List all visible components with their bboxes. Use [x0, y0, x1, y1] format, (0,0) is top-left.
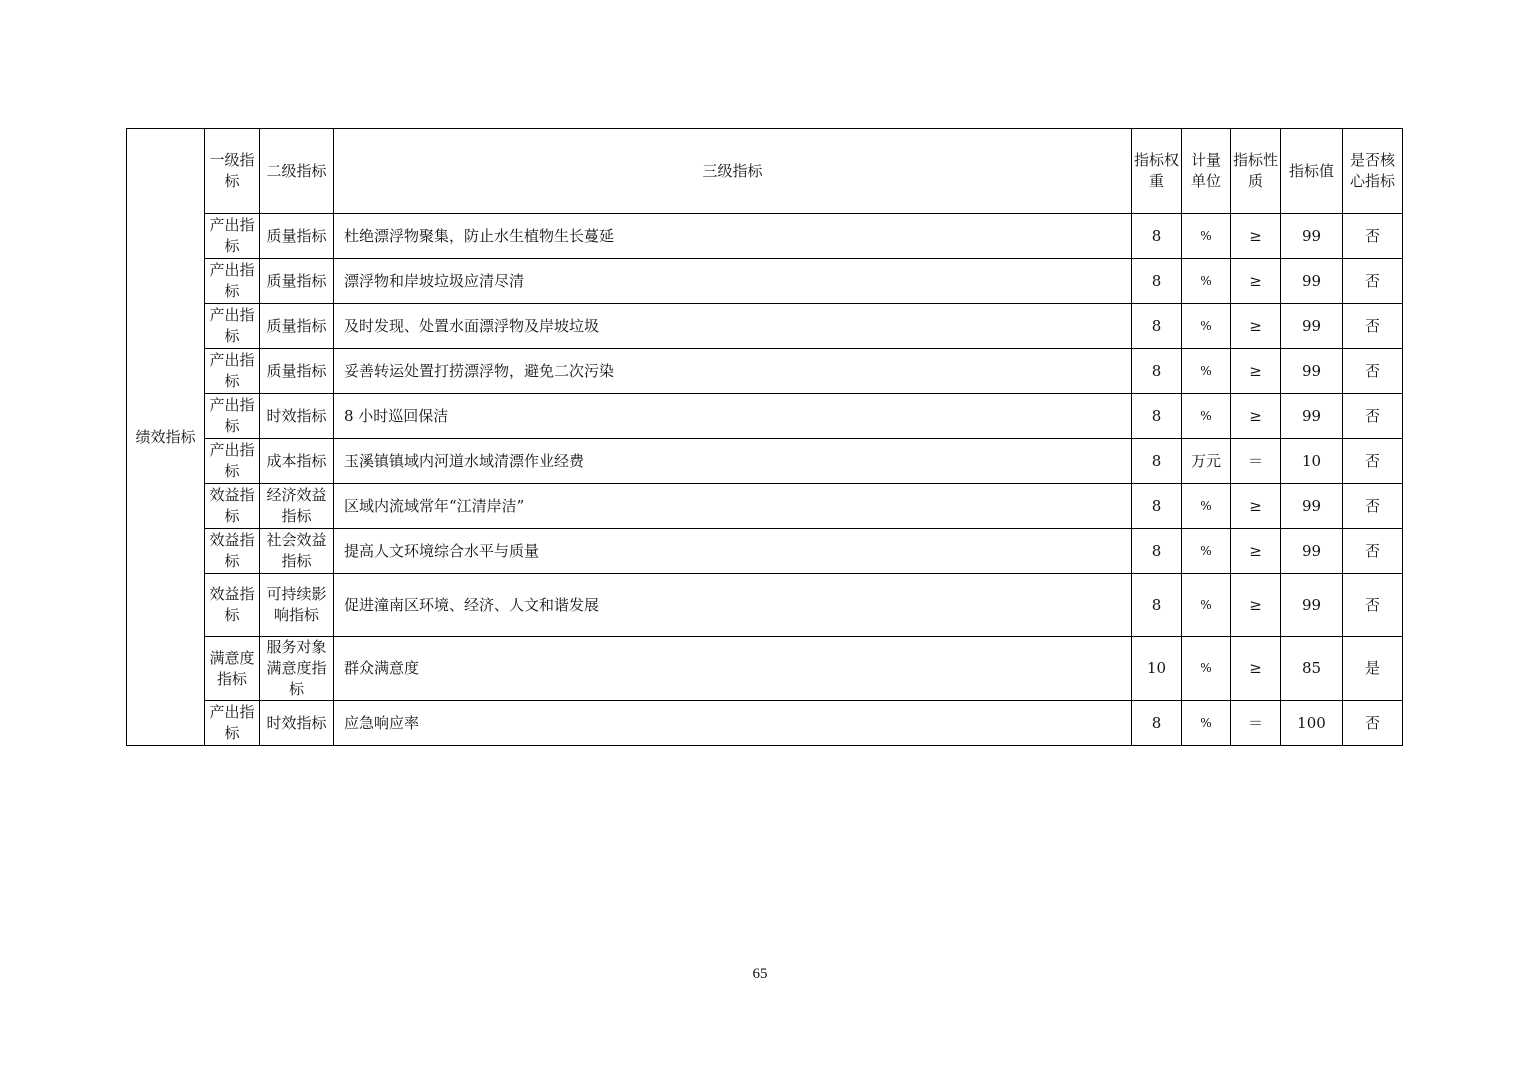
cell-level2: 时效指标 — [260, 394, 334, 439]
cell-level3: 群众满意度 — [334, 637, 1132, 701]
header-core: 是否核心指标 — [1343, 129, 1403, 214]
cell-weight: 8 — [1132, 484, 1182, 529]
page-number: 65 — [752, 966, 768, 982]
cell-weight: 8 — [1132, 439, 1182, 484]
cell-level1: 产出指标 — [205, 349, 260, 394]
cell-value: 99 — [1281, 349, 1343, 394]
cell-nature: ＝ — [1231, 439, 1281, 484]
cell-nature: ≥ — [1231, 214, 1281, 259]
cell-unit: % — [1182, 574, 1231, 637]
cell-level2: 成本指标 — [260, 439, 334, 484]
cell-core: 否 — [1343, 214, 1403, 259]
cell-level2: 质量指标 — [260, 349, 334, 394]
header-weight: 指标权重 — [1132, 129, 1182, 214]
cell-nature: ＝ — [1231, 701, 1281, 746]
table-row — [127, 439, 1403, 484]
cell-level1: 满意度指标 — [205, 637, 260, 701]
table-row — [127, 637, 1403, 701]
cell-level2: 质量指标 — [260, 214, 334, 259]
cell-level3: 玉溪镇镇域内河道水域清漂作业经费 — [334, 439, 1132, 484]
cell-nature: ≥ — [1231, 394, 1281, 439]
table-row — [127, 214, 1403, 259]
header-row — [127, 129, 1403, 214]
cell-level1: 效益指标 — [205, 484, 260, 529]
cell-level3: 8 小时巡回保洁 — [334, 394, 1132, 439]
cell-unit: % — [1182, 214, 1231, 259]
cell-level1: 产出指标 — [205, 394, 260, 439]
cell-weight: 8 — [1132, 259, 1182, 304]
cell-unit: % — [1182, 701, 1231, 746]
cell-unit: % — [1182, 484, 1231, 529]
cell-nature: ≥ — [1231, 529, 1281, 574]
cell-value: 99 — [1281, 529, 1343, 574]
cell-level1: 产出指标 — [205, 214, 260, 259]
table-row — [127, 394, 1403, 439]
cell-weight: 8 — [1132, 701, 1182, 746]
cell-value: 99 — [1281, 214, 1343, 259]
table-row — [127, 574, 1403, 637]
cell-level1: 产出指标 — [205, 304, 260, 349]
table-row — [127, 304, 1403, 349]
cell-core: 否 — [1343, 701, 1403, 746]
cell-level3: 提高人文环境综合水平与质量 — [334, 529, 1132, 574]
table-row — [127, 349, 1403, 394]
cell-unit: % — [1182, 304, 1231, 349]
cell-level2: 服务对象满意度指标 — [260, 637, 334, 701]
table-row — [127, 259, 1403, 304]
cell-weight: 8 — [1132, 574, 1182, 637]
cell-core: 否 — [1343, 574, 1403, 637]
cell-level3: 杜绝漂浮物聚集，防止水生植物生长蔓延 — [334, 214, 1132, 259]
cell-level3: 及时发现、处置水面漂浮物及岸坡垃圾 — [334, 304, 1132, 349]
cell-unit: % — [1182, 259, 1231, 304]
cell-value: 100 — [1281, 701, 1343, 746]
cell-weight: 10 — [1132, 637, 1182, 701]
cell-nature: ≥ — [1231, 574, 1281, 637]
cell-value: 99 — [1281, 394, 1343, 439]
cell-nature: ≥ — [1231, 259, 1281, 304]
cell-value: 99 — [1281, 259, 1343, 304]
cell-level1: 效益指标 — [205, 529, 260, 574]
table-row — [127, 701, 1403, 746]
header-level3: 三级指标 — [334, 129, 1132, 214]
header-level1: 一级指标 — [205, 129, 260, 214]
cell-level2: 质量指标 — [260, 304, 334, 349]
cell-value: 99 — [1281, 304, 1343, 349]
cell-weight: 8 — [1132, 529, 1182, 574]
table-row — [127, 484, 1403, 529]
header-nature: 指标性质 — [1231, 129, 1281, 214]
cell-level3: 妥善转运处置打捞漂浮物，避免二次污染 — [334, 349, 1132, 394]
cell-level1: 产出指标 — [205, 259, 260, 304]
cell-value: 10 — [1281, 439, 1343, 484]
cell-core: 否 — [1343, 394, 1403, 439]
cell-level1: 产出指标 — [205, 439, 260, 484]
group-label-cell: 绩效指标 — [127, 129, 205, 746]
cell-weight: 8 — [1132, 304, 1182, 349]
cell-value: 99 — [1281, 574, 1343, 637]
cell-unit: % — [1182, 529, 1231, 574]
cell-value: 99 — [1281, 484, 1343, 529]
cell-level2: 可持续影响指标 — [260, 574, 334, 637]
cell-nature: ≥ — [1231, 349, 1281, 394]
cell-weight: 8 — [1132, 349, 1182, 394]
cell-level2: 时效指标 — [260, 701, 334, 746]
cell-nature: ≥ — [1231, 484, 1281, 529]
cell-unit: % — [1182, 394, 1231, 439]
cell-weight: 8 — [1132, 394, 1182, 439]
cell-level2: 质量指标 — [260, 259, 334, 304]
cell-level1: 效益指标 — [205, 574, 260, 637]
cell-core: 否 — [1343, 484, 1403, 529]
header-value: 指标值 — [1281, 129, 1343, 214]
cell-unit: % — [1182, 637, 1231, 701]
cell-level2: 社会效益指标 — [260, 529, 334, 574]
header-level2: 二级指标 — [260, 129, 334, 214]
header-unit: 计量单位 — [1182, 129, 1231, 214]
cell-nature: ≥ — [1231, 304, 1281, 349]
cell-core: 否 — [1343, 439, 1403, 484]
cell-weight: 8 — [1132, 214, 1182, 259]
cell-level3: 漂浮物和岸坡垃圾应清尽清 — [334, 259, 1132, 304]
performance-indicator-table — [126, 128, 1403, 746]
cell-core: 否 — [1343, 349, 1403, 394]
cell-value: 85 — [1281, 637, 1343, 701]
cell-level1: 产出指标 — [205, 701, 260, 746]
cell-core: 否 — [1343, 259, 1403, 304]
cell-unit: % — [1182, 349, 1231, 394]
cell-level3: 促进潼南区环境、经济、人文和谐发展 — [334, 574, 1132, 637]
table-row — [127, 529, 1403, 574]
cell-core: 是 — [1343, 637, 1403, 701]
cell-level2: 经济效益指标 — [260, 484, 334, 529]
cell-level3: 区域内流域常年“江清岸洁” — [334, 484, 1132, 529]
cell-nature: ≥ — [1231, 637, 1281, 701]
cell-core: 否 — [1343, 529, 1403, 574]
cell-unit: 万元 — [1182, 439, 1231, 484]
cell-level3: 应急响应率 — [334, 701, 1132, 746]
cell-core: 否 — [1343, 304, 1403, 349]
